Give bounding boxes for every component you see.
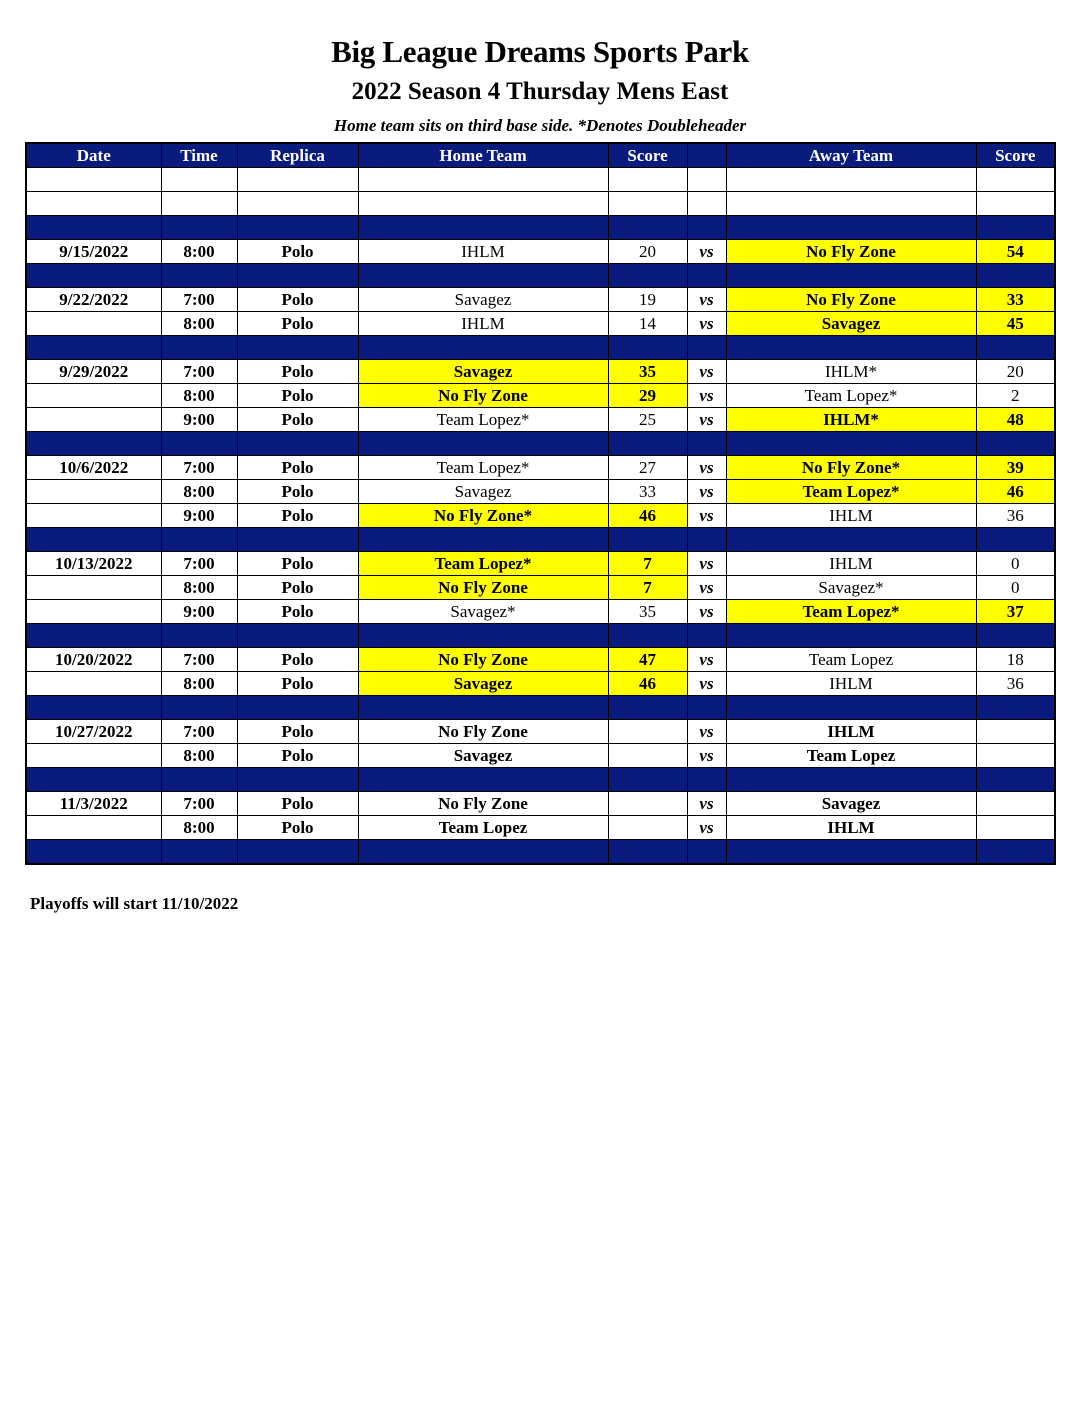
page-subtitle: 2022 Season 4 Thursday Mens East bbox=[351, 78, 729, 105]
separator-row bbox=[26, 336, 1055, 360]
cell-home-team: Savagez* bbox=[358, 600, 608, 624]
cell-away-score: 18 bbox=[976, 648, 1055, 672]
cell-time: 8:00 bbox=[161, 240, 237, 264]
cell-time: 8:00 bbox=[161, 576, 237, 600]
cell-home-team: Savagez bbox=[358, 744, 608, 768]
cell-away-team: IHLM* bbox=[726, 408, 976, 432]
cell-home-score bbox=[608, 816, 687, 840]
cell-away-score: 2 bbox=[976, 384, 1055, 408]
cell-home-score: 19 bbox=[608, 288, 687, 312]
col-header-time: Time bbox=[161, 143, 237, 168]
cell-away-score bbox=[976, 744, 1055, 768]
blank-cell bbox=[726, 216, 976, 240]
table-header-row bbox=[26, 143, 1055, 168]
blank-cell bbox=[726, 840, 976, 865]
cell-date bbox=[26, 312, 161, 336]
blank-cell bbox=[726, 528, 976, 552]
blank-cell bbox=[608, 696, 687, 720]
cell-replica: Polo bbox=[237, 408, 358, 432]
cell-home-team: No Fly Zone bbox=[358, 720, 608, 744]
cell-home-team: Team Lopez* bbox=[358, 552, 608, 576]
separator-row bbox=[26, 528, 1055, 552]
cell-home-team: No Fly Zone* bbox=[358, 504, 608, 528]
blank-cell bbox=[976, 528, 1055, 552]
blank-cell bbox=[358, 840, 608, 865]
blank-cell bbox=[608, 768, 687, 792]
cell-home-team: Team Lopez bbox=[358, 816, 608, 840]
cell-date bbox=[26, 576, 161, 600]
cell-vs: vs bbox=[687, 744, 726, 768]
cell-home-score bbox=[608, 720, 687, 744]
cell-home-team: No Fly Zone bbox=[358, 384, 608, 408]
cell-date bbox=[26, 480, 161, 504]
table-row bbox=[26, 408, 1055, 432]
cell-away-team: IHLM bbox=[726, 504, 976, 528]
blank-cell bbox=[26, 624, 161, 648]
blank-cell bbox=[687, 192, 726, 216]
cell-home-team: Savagez bbox=[358, 360, 608, 384]
table-row bbox=[26, 384, 1055, 408]
blank-cell bbox=[161, 168, 237, 192]
blank-cell bbox=[358, 192, 608, 216]
separator-row bbox=[26, 216, 1055, 240]
cell-vs: vs bbox=[687, 480, 726, 504]
blank-cell bbox=[687, 768, 726, 792]
blank-cell bbox=[726, 192, 976, 216]
blank-cell bbox=[237, 432, 358, 456]
cell-date bbox=[26, 600, 161, 624]
cell-vs: vs bbox=[687, 360, 726, 384]
table-row bbox=[26, 720, 1055, 744]
cell-time: 9:00 bbox=[161, 504, 237, 528]
blank-cell bbox=[26, 216, 161, 240]
cell-home-team: Team Lopez* bbox=[358, 456, 608, 480]
table-row bbox=[26, 504, 1055, 528]
cell-date: 9/15/2022 bbox=[26, 240, 161, 264]
cell-home-score: 7 bbox=[608, 552, 687, 576]
table-row bbox=[26, 312, 1055, 336]
cell-replica: Polo bbox=[237, 600, 358, 624]
cell-vs: vs bbox=[687, 816, 726, 840]
schedule-note: Home team sits on third base side. *Denotes Doubleheader bbox=[333, 116, 747, 135]
cell-replica: Polo bbox=[237, 672, 358, 696]
blank-cell bbox=[161, 264, 237, 288]
blank-cell bbox=[687, 264, 726, 288]
cell-date: 11/3/2022 bbox=[26, 792, 161, 816]
cell-away-score: 33 bbox=[976, 288, 1055, 312]
table-row bbox=[26, 552, 1055, 576]
table-row bbox=[26, 576, 1055, 600]
cell-away-score: 37 bbox=[976, 600, 1055, 624]
blank-cell bbox=[358, 528, 608, 552]
blank-cell bbox=[976, 192, 1055, 216]
cell-time: 8:00 bbox=[161, 672, 237, 696]
blank-cell bbox=[237, 768, 358, 792]
blank-cell bbox=[237, 696, 358, 720]
cell-date: 10/20/2022 bbox=[26, 648, 161, 672]
cell-replica: Polo bbox=[237, 720, 358, 744]
cell-vs: vs bbox=[687, 552, 726, 576]
blank-cell bbox=[726, 768, 976, 792]
blank-cell bbox=[358, 768, 608, 792]
blank-cell bbox=[358, 264, 608, 288]
cell-replica: Polo bbox=[237, 816, 358, 840]
blank-cell bbox=[687, 336, 726, 360]
table-row bbox=[26, 288, 1055, 312]
blank-cell bbox=[976, 696, 1055, 720]
page-title: Big League Dreams Sports Park bbox=[331, 34, 749, 69]
cell-date bbox=[26, 816, 161, 840]
blank-cell bbox=[358, 624, 608, 648]
cell-away-team: No Fly Zone bbox=[726, 288, 976, 312]
cell-home-score: 46 bbox=[608, 504, 687, 528]
blank-cell bbox=[976, 768, 1055, 792]
blank-cell bbox=[26, 336, 161, 360]
cell-home-score: 47 bbox=[608, 648, 687, 672]
blank-cell bbox=[608, 192, 687, 216]
cell-home-team: No Fly Zone bbox=[358, 648, 608, 672]
table-row bbox=[26, 240, 1055, 264]
blank-cell bbox=[161, 336, 237, 360]
cell-date: 10/27/2022 bbox=[26, 720, 161, 744]
blank-cell bbox=[608, 624, 687, 648]
cell-replica: Polo bbox=[237, 312, 358, 336]
cell-away-score: 20 bbox=[976, 360, 1055, 384]
cell-home-score: 20 bbox=[608, 240, 687, 264]
cell-time: 8:00 bbox=[161, 312, 237, 336]
blank-cell bbox=[161, 840, 237, 865]
empty-row bbox=[26, 168, 1055, 192]
table-row bbox=[26, 672, 1055, 696]
cell-vs: vs bbox=[687, 648, 726, 672]
col-header-date: Date bbox=[26, 143, 161, 168]
cell-time: 7:00 bbox=[161, 720, 237, 744]
col-header-home-team: Home Team bbox=[358, 143, 608, 168]
cell-replica: Polo bbox=[237, 480, 358, 504]
cell-home-score bbox=[608, 744, 687, 768]
cell-home-team: Savagez bbox=[358, 480, 608, 504]
cell-replica: Polo bbox=[237, 384, 358, 408]
cell-home-score: 14 bbox=[608, 312, 687, 336]
cell-time: 8:00 bbox=[161, 384, 237, 408]
table-row bbox=[26, 792, 1055, 816]
cell-replica: Polo bbox=[237, 288, 358, 312]
blank-cell bbox=[726, 264, 976, 288]
cell-home-team: Team Lopez* bbox=[358, 408, 608, 432]
cell-date bbox=[26, 504, 161, 528]
cell-replica: Polo bbox=[237, 552, 358, 576]
blank-cell bbox=[237, 840, 358, 865]
cell-time: 9:00 bbox=[161, 600, 237, 624]
cell-vs: vs bbox=[687, 600, 726, 624]
cell-home-team: IHLM bbox=[358, 240, 608, 264]
blank-cell bbox=[687, 216, 726, 240]
blank-cell bbox=[726, 336, 976, 360]
cell-home-score: 46 bbox=[608, 672, 687, 696]
blank-cell bbox=[687, 432, 726, 456]
blank-cell bbox=[26, 528, 161, 552]
cell-date: 10/6/2022 bbox=[26, 456, 161, 480]
blank-cell bbox=[358, 696, 608, 720]
blank-cell bbox=[26, 768, 161, 792]
cell-replica: Polo bbox=[237, 360, 358, 384]
cell-date: 9/22/2022 bbox=[26, 288, 161, 312]
separator-row bbox=[26, 432, 1055, 456]
cell-home-score bbox=[608, 792, 687, 816]
blank-cell bbox=[26, 840, 161, 865]
cell-replica: Polo bbox=[237, 792, 358, 816]
cell-away-team: Team Lopez* bbox=[726, 600, 976, 624]
playoffs-note: Playoffs will start 11/10/2022 bbox=[30, 894, 239, 913]
blank-cell bbox=[161, 192, 237, 216]
cell-away-score: 46 bbox=[976, 480, 1055, 504]
blank-cell bbox=[726, 168, 976, 192]
cell-away-score: 0 bbox=[976, 576, 1055, 600]
blank-cell bbox=[726, 624, 976, 648]
cell-home-score: 27 bbox=[608, 456, 687, 480]
cell-time: 8:00 bbox=[161, 744, 237, 768]
cell-vs: vs bbox=[687, 504, 726, 528]
cell-away-team: Team Lopez* bbox=[726, 480, 976, 504]
cell-vs: vs bbox=[687, 312, 726, 336]
blank-cell bbox=[976, 840, 1055, 865]
cell-away-team: Team Lopez bbox=[726, 648, 976, 672]
cell-vs: vs bbox=[687, 792, 726, 816]
table-row bbox=[26, 456, 1055, 480]
cell-vs: vs bbox=[687, 384, 726, 408]
cell-replica: Polo bbox=[237, 576, 358, 600]
blank-cell bbox=[161, 624, 237, 648]
cell-date bbox=[26, 672, 161, 696]
cell-away-score: 36 bbox=[976, 672, 1055, 696]
cell-home-team: IHLM bbox=[358, 312, 608, 336]
cell-replica: Polo bbox=[237, 240, 358, 264]
cell-away-score: 45 bbox=[976, 312, 1055, 336]
blank-cell bbox=[608, 528, 687, 552]
blank-cell bbox=[26, 696, 161, 720]
cell-time: 9:00 bbox=[161, 408, 237, 432]
cell-away-score bbox=[976, 792, 1055, 816]
blank-cell bbox=[608, 168, 687, 192]
cell-home-score: 7 bbox=[608, 576, 687, 600]
cell-date: 10/13/2022 bbox=[26, 552, 161, 576]
blank-cell bbox=[237, 192, 358, 216]
cell-vs: vs bbox=[687, 672, 726, 696]
cell-time: 7:00 bbox=[161, 552, 237, 576]
blank-cell bbox=[726, 432, 976, 456]
blank-cell bbox=[687, 624, 726, 648]
blank-cell bbox=[161, 216, 237, 240]
cell-time: 7:00 bbox=[161, 360, 237, 384]
cell-away-score: 39 bbox=[976, 456, 1055, 480]
separator-row bbox=[26, 840, 1055, 865]
blank-cell bbox=[237, 264, 358, 288]
cell-home-score: 35 bbox=[608, 360, 687, 384]
empty-row bbox=[26, 192, 1055, 216]
table-row bbox=[26, 360, 1055, 384]
blank-cell bbox=[608, 840, 687, 865]
blank-cell bbox=[358, 336, 608, 360]
cell-home-team: No Fly Zone bbox=[358, 792, 608, 816]
blank-cell bbox=[608, 432, 687, 456]
cell-away-team: No Fly Zone bbox=[726, 240, 976, 264]
blank-cell bbox=[687, 528, 726, 552]
blank-cell bbox=[976, 168, 1055, 192]
cell-away-team: IHLM bbox=[726, 672, 976, 696]
table-row bbox=[26, 480, 1055, 504]
table-row bbox=[26, 816, 1055, 840]
table-row bbox=[26, 600, 1055, 624]
blank-cell bbox=[161, 696, 237, 720]
blank-cell bbox=[358, 432, 608, 456]
blank-cell bbox=[26, 192, 161, 216]
cell-date bbox=[26, 744, 161, 768]
cell-time: 8:00 bbox=[161, 480, 237, 504]
cell-away-score: 0 bbox=[976, 552, 1055, 576]
blank-cell bbox=[161, 432, 237, 456]
cell-away-score bbox=[976, 720, 1055, 744]
cell-away-score bbox=[976, 816, 1055, 840]
cell-vs: vs bbox=[687, 408, 726, 432]
cell-away-team: IHLM bbox=[726, 816, 976, 840]
cell-date: 9/29/2022 bbox=[26, 360, 161, 384]
cell-vs: vs bbox=[687, 240, 726, 264]
cell-replica: Polo bbox=[237, 648, 358, 672]
blank-cell bbox=[976, 624, 1055, 648]
cell-away-team: Savagez bbox=[726, 312, 976, 336]
cell-vs: vs bbox=[687, 576, 726, 600]
col-header-vs bbox=[687, 143, 726, 168]
blank-cell bbox=[358, 216, 608, 240]
col-header-home-score: Score bbox=[608, 143, 687, 168]
blank-cell bbox=[237, 528, 358, 552]
blank-cell bbox=[687, 696, 726, 720]
cell-home-score: 25 bbox=[608, 408, 687, 432]
blank-cell bbox=[26, 432, 161, 456]
blank-cell bbox=[237, 624, 358, 648]
blank-cell bbox=[608, 216, 687, 240]
separator-row bbox=[26, 624, 1055, 648]
blank-cell bbox=[976, 216, 1055, 240]
blank-cell bbox=[608, 336, 687, 360]
blank-cell bbox=[976, 264, 1055, 288]
blank-cell bbox=[237, 336, 358, 360]
table-row bbox=[26, 648, 1055, 672]
cell-time: 8:00 bbox=[161, 816, 237, 840]
blank-cell bbox=[687, 840, 726, 865]
blank-cell bbox=[687, 168, 726, 192]
cell-vs: vs bbox=[687, 720, 726, 744]
col-header-away-score: Score bbox=[976, 143, 1055, 168]
blank-cell bbox=[358, 168, 608, 192]
separator-row bbox=[26, 768, 1055, 792]
cell-time: 7:00 bbox=[161, 288, 237, 312]
cell-replica: Polo bbox=[237, 504, 358, 528]
blank-cell bbox=[161, 768, 237, 792]
cell-away-score: 48 bbox=[976, 408, 1055, 432]
cell-home-score: 29 bbox=[608, 384, 687, 408]
blank-cell bbox=[726, 696, 976, 720]
cell-vs: vs bbox=[687, 288, 726, 312]
blank-cell bbox=[237, 168, 358, 192]
blank-cell bbox=[976, 432, 1055, 456]
table-row bbox=[26, 744, 1055, 768]
cell-time: 7:00 bbox=[161, 456, 237, 480]
cell-home-score: 35 bbox=[608, 600, 687, 624]
blank-cell bbox=[26, 168, 161, 192]
blank-cell bbox=[976, 336, 1055, 360]
blank-cell bbox=[26, 264, 161, 288]
cell-home-team: Savagez bbox=[358, 288, 608, 312]
blank-cell bbox=[161, 528, 237, 552]
cell-away-score: 36 bbox=[976, 504, 1055, 528]
blank-cell bbox=[237, 216, 358, 240]
blank-cell bbox=[608, 264, 687, 288]
cell-home-team: No Fly Zone bbox=[358, 576, 608, 600]
cell-away-team: Team Lopez bbox=[726, 744, 976, 768]
col-header-away-team: Away Team bbox=[726, 143, 976, 168]
cell-away-team: Savagez* bbox=[726, 576, 976, 600]
cell-away-team: IHLM bbox=[726, 720, 976, 744]
cell-home-team: Savagez bbox=[358, 672, 608, 696]
schedule-table bbox=[25, 142, 1056, 865]
cell-time: 7:00 bbox=[161, 648, 237, 672]
cell-home-score: 33 bbox=[608, 480, 687, 504]
cell-time: 7:00 bbox=[161, 792, 237, 816]
cell-away-team: Savagez bbox=[726, 792, 976, 816]
cell-replica: Polo bbox=[237, 456, 358, 480]
cell-away-team: IHLM bbox=[726, 552, 976, 576]
separator-row bbox=[26, 696, 1055, 720]
cell-away-team: No Fly Zone* bbox=[726, 456, 976, 480]
separator-row bbox=[26, 264, 1055, 288]
cell-date bbox=[26, 384, 161, 408]
cell-away-team: Team Lopez* bbox=[726, 384, 976, 408]
cell-away-team: IHLM* bbox=[726, 360, 976, 384]
cell-vs: vs bbox=[687, 456, 726, 480]
col-header-replica: Replica bbox=[237, 143, 358, 168]
cell-replica: Polo bbox=[237, 744, 358, 768]
cell-date bbox=[26, 408, 161, 432]
cell-away-score: 54 bbox=[976, 240, 1055, 264]
